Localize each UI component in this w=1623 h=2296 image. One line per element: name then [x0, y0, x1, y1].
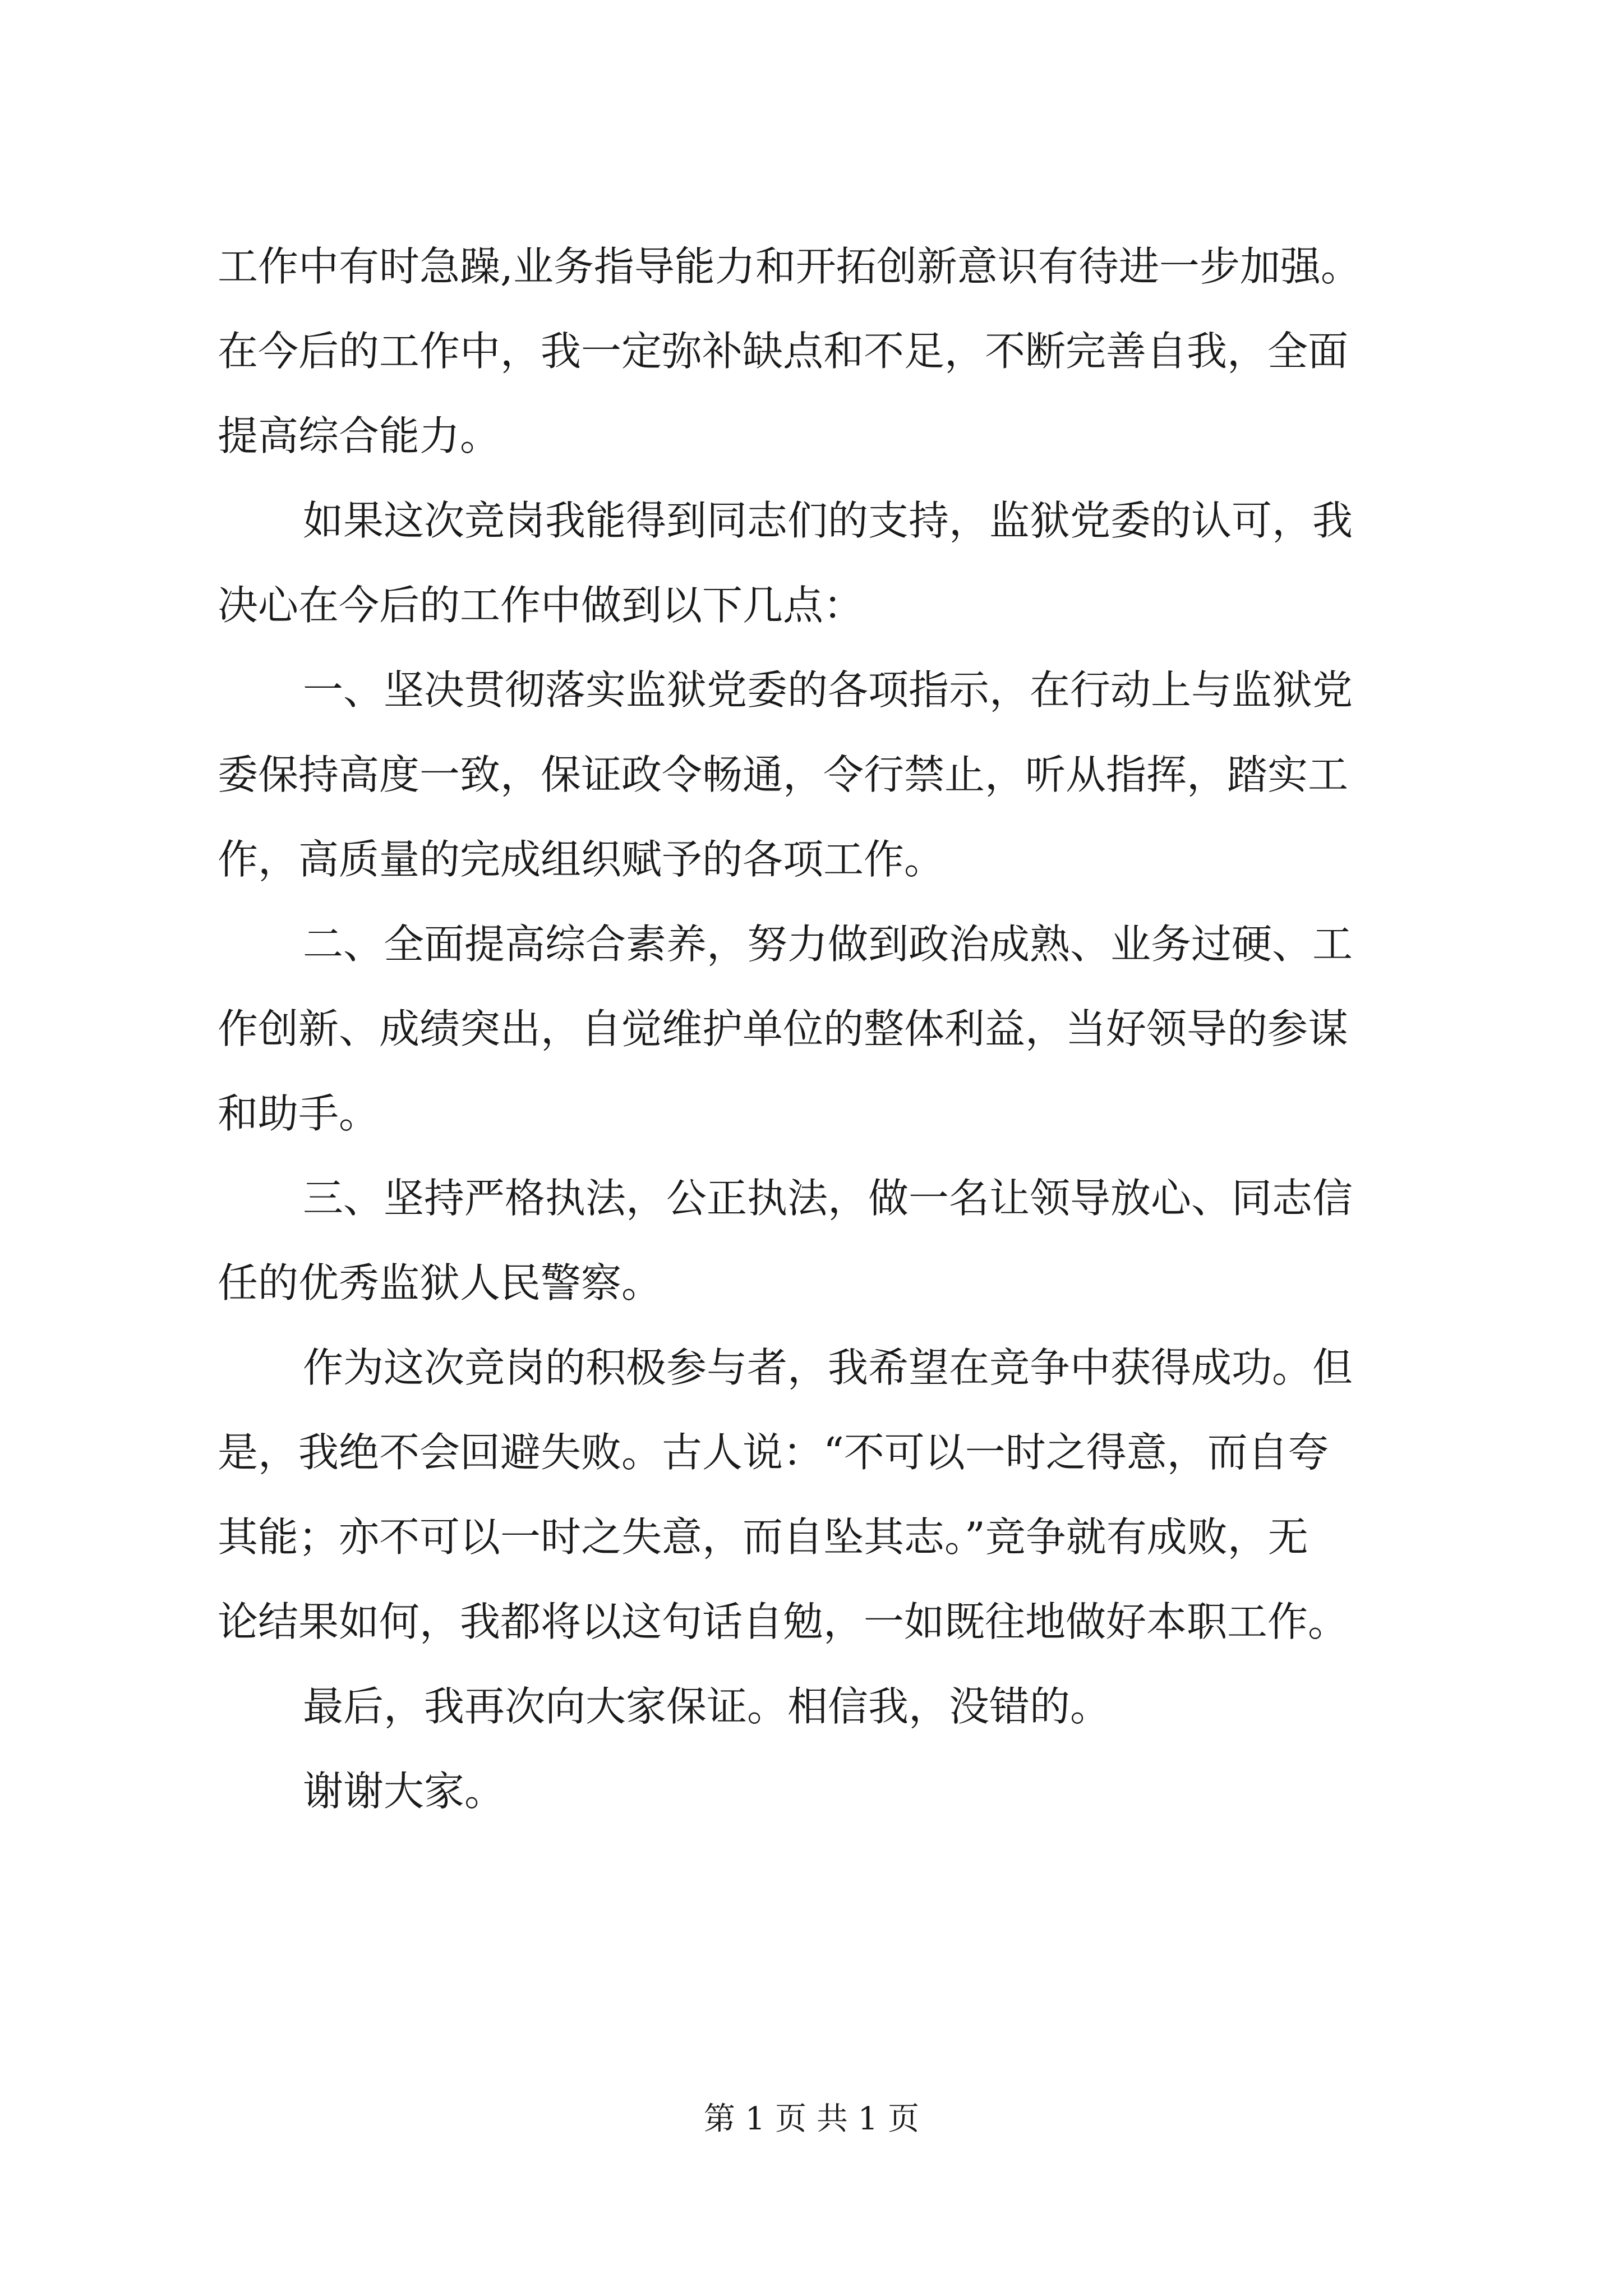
paragraph-start-line: 二、全面提高综合素养，努力做到政治成熟、业务过硬、工 — [303, 921, 1353, 968]
closing-line: 谢谢大家。 — [303, 1768, 505, 1815]
paragraph-start-line: 作为这次竞岗的积极参与者，我希望在竞争中获得成功。但 — [303, 1344, 1353, 1391]
text-line: 论结果如何，我都将以这句话自勉，一如既往地做好本职工作。 — [218, 1598, 1349, 1645]
paragraph-start-line: 三、坚持严格执法，公正执法，做一名让领导放心、同志信 — [303, 1175, 1353, 1222]
text-line: 作，高质量的完成组织赋予的各项工作。 — [218, 836, 945, 883]
text-line: 作创新、成绩突出，自觉维护单位的整体利益，当好领导的参谋 — [218, 1005, 1349, 1052]
paragraph-start-line: 最后，我再次向大家保证。相信我，没错的。 — [303, 1683, 1111, 1730]
text-line: 委保持高度一致，保证政令畅通，令行禁止，听从指挥，踏实工 — [218, 751, 1349, 798]
text-line: 任的优秀监狱人民警察。 — [218, 1259, 662, 1306]
document-body — [218, 224, 1451, 1834]
paragraph-start-line: 一、坚决贯彻落实监狱党委的各项指示，在行动上与监狱党 — [303, 666, 1353, 714]
text-line: 其能；亦不可以一时之失意，而自坠其志。”竞争就有成败，无 — [218, 1513, 1308, 1561]
text-line: 是，我绝不会回避失败。古人说：“不可以一时之得意，而自夸 — [218, 1429, 1329, 1476]
text-line: 提高综合能力。 — [218, 412, 501, 459]
page-number-footer: 第 1 页 共 1 页 — [703, 2101, 920, 2137]
text-line: 工作中有时急躁,业务指导能力和开拓创新意识有待进一步加强。 — [218, 243, 1361, 290]
text-line: 和助手。 — [218, 1090, 380, 1137]
paragraph-start-line: 如果这次竞岗我能得到同志们的支持，监狱党委的认可，我 — [303, 497, 1353, 544]
text-line: 决心在今后的工作中做到以下几点： — [218, 582, 864, 629]
text-line: 在今后的工作中，我一定弥补缺点和不足，不断完善自我，全面 — [218, 328, 1349, 375]
